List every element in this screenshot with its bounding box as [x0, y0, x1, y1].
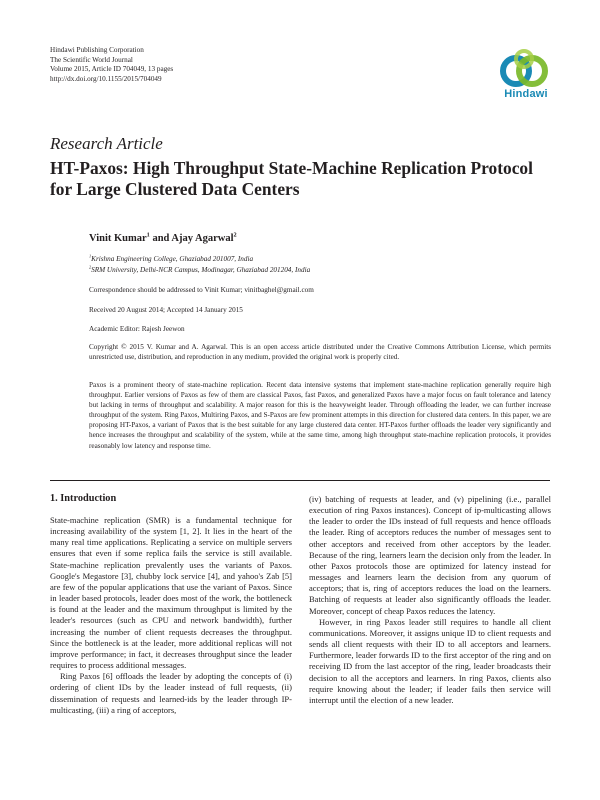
author-affil-mark: 1: [146, 231, 150, 239]
body-paragraph: State-machine replication (SMR) is a fundamental technique for increasing availability of the system [1, 2]. It lies in the heart of the many real time applications. Replicating a service on multiple servers ensures that even if some replica fails the service is still available. State-machine replication prevalently uses the variants of Paxos. Google's Megastore [3], chubby lock service [4], and yahoo's Zab [5] are few of the popular applications that use the variant of Paxos. Since in leader based protocols, leader does most of the work, the bottleneck is found at the leader and the maximum throughput is limited by the leader's resources (such as CPU and network bandwidth), further increasing the number of client requests decreases the throughput. Since the bottleneck is at the leader, more additional replicas will not improve performance; in fact, it decreases throughput since the leader requires to process additional messages.: [50, 515, 292, 671]
affiliation-2: [89, 266, 310, 274]
section-heading: 1. Introduction: [50, 493, 117, 504]
body-paragraph: Ring Paxos [6] offloads the leader by adopting the concepts of (i) ordering of client IDs by the leader instead of full requests, (ii) dissemination of requests and learned-ids by the leader through IP-multicasting, (iii) a ring of acceptors,: [50, 671, 292, 715]
publication-info: [50, 46, 173, 84]
author-name: Ajay Agarwal: [171, 233, 234, 244]
right-column: [309, 494, 551, 706]
doi-link[interactable]: http://dx.doi.org/10.1155/2015/704049: [50, 74, 162, 83]
academic-editor: Academic Editor: Rajesh Jeewon: [89, 325, 185, 333]
journal-name: The Scientific World Journal: [50, 55, 133, 64]
paper-title: HT-Paxos: High Throughput State-Machine Replication Protocol for Large Clustered Data Centers: [50, 158, 533, 199]
section-divider: [50, 480, 550, 481]
correspondence: Correspondence should be addressed to Vinit Kumar; vinitbaghel@gmail.com: [89, 286, 314, 294]
copyright-notice: Copyright © 2015 V. Kumar and A. Agarwal. This is an open access article distributed under the Creative Commons Attribution License, which permits unrestricted use, distribution, and reproduction in any medium, provided the original work is properly cited.: [89, 343, 551, 361]
author-affil-mark: 2: [233, 231, 237, 239]
received-accepted-dates: Received 20 August 2014; Accepted 14 January 2015: [89, 306, 243, 314]
author-list: [89, 233, 237, 244]
hindawi-logo-text: Hindawi: [504, 88, 548, 100]
affiliation-1: [89, 255, 253, 263]
body-paragraph: However, in ring Paxos leader still requires to handle all client communications. Moreover, it assigns unique ID to client requests and sends all client requests with their ID to all acceptors and learners. Furthermore, leader forwards ID to the first acceptor of the ring and on receiving ID from the last acceptor of the ring, leader broadcasts their decision to all the acceptors and learners. In ring Paxos, clients also require knowing about the leader; if leader fails then service will interrupt until the election of a new leader.: [309, 616, 551, 705]
affiliation-text: SRM University, Delhi-NCR Campus, Modinagar, Ghaziabad 201204, India: [91, 266, 311, 274]
affiliation-mark: 2: [89, 264, 92, 270]
author-name: Vinit Kumar: [89, 233, 147, 244]
left-column: [50, 515, 292, 716]
article-type: Research Article: [50, 134, 163, 153]
author-connector: and: [149, 233, 172, 244]
affiliation-mark: 1: [89, 253, 92, 259]
publisher-name: Hindawi Publishing Corporation: [50, 46, 144, 54]
volume-line: Volume 2015, Article ID 704049, 13 pages: [50, 65, 174, 74]
affiliation-text: Krishna Engineering College, Ghaziabad 201007, India: [91, 255, 254, 263]
abstract: Paxos is a prominent theory of state-machine replication. Recent data intensive systems that implement state-machine replication generally require high throughput. Earlier versions of Paxos as few of them are classical Paxos, fast Paxos, and generalized Paxos have a major focus on fault tolerance and latency but lacking in terms of throughput and scalability. A major reason for this is the heavyweight leader. Through offloading the leader, we can further increase throughput of the system. Ring Paxos, Multiring Paxos, and S-Paxos are few prominent attempts in this direction for clustered data centers. In this paper, we are proposing HT-Paxos, a variant of Paxos that is the best suitable for any large clustered data center. HT-Paxos further offloads the leader very significantly and hence increases the throughput and scalability of the system, while at the same time, among high throughput state-machine replication protocols, it provides reasonably low latency and response time.: [89, 381, 551, 450]
body-paragraph: (iv) batching of requests at leader, and (v) pipelining (i.e., parallel execution of ring Paxos instances). Concept of ip-multicasting allows the leader to order the IDs instead of full requests and hence offloads the leader. Ring of acceptors reduces the number of messages sent to other acceptors and received from other acceptors by the leader. Because of the ring, learners learn the decision only from the leader. In other Paxos protocols those are optimized for latency instead for messages and learners learn the decision from any quorum of acceptors; that is, ring of acceptors reduces the load on the learners. Batching of requests at leader also significantly offloads the leader. Moreover, concept of cheap Paxos reduces the latency.: [309, 494, 551, 616]
